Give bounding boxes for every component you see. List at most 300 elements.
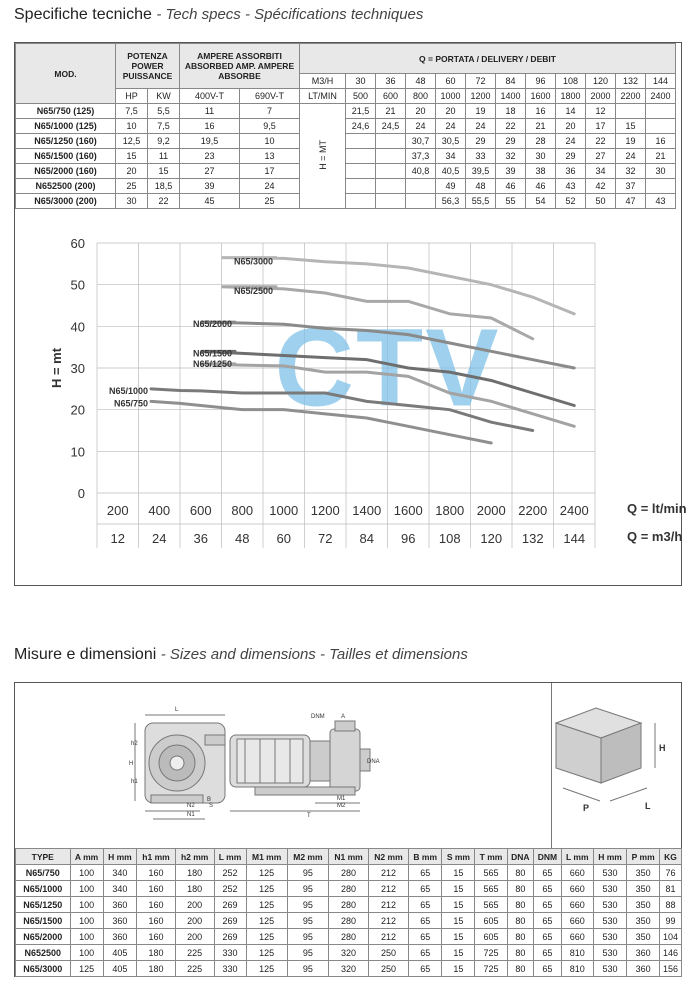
value-cell: 12,5	[116, 134, 148, 149]
value-cell: 99	[660, 913, 682, 929]
drawing-label: M2	[337, 803, 346, 809]
table-row	[16, 149, 676, 164]
x-tick-label: 1400	[352, 503, 382, 518]
series-label: N65/3000	[233, 256, 273, 267]
value-cell: 80	[507, 929, 533, 945]
head-cell: 40,8	[406, 164, 436, 179]
value-cell: 269	[214, 929, 246, 945]
value-cell: 65	[534, 897, 562, 913]
value-cell: 725	[475, 945, 507, 961]
x-tick-label-m3h: 84	[359, 531, 374, 546]
value-cell: 15	[442, 897, 475, 913]
flow-m3h: 72	[466, 74, 496, 89]
divider	[551, 683, 552, 848]
value-cell: 530	[593, 881, 627, 897]
dims-header-cell: h1 mm	[137, 849, 176, 865]
value-cell: 125	[70, 961, 103, 977]
value-cell: 30	[116, 194, 148, 209]
head-cell: 24	[436, 119, 466, 134]
value-cell: 530	[593, 961, 627, 977]
value-cell: 160	[137, 897, 176, 913]
head-cell: 32	[496, 149, 526, 164]
value-cell: 9,2	[148, 134, 180, 149]
hmt-cell	[300, 104, 346, 209]
value-cell: 125	[246, 897, 287, 913]
value-cell: 660	[561, 865, 593, 881]
flow-m3h: 60	[436, 74, 466, 89]
series-label: N65/750	[113, 398, 148, 409]
value-cell: 250	[369, 961, 409, 977]
value-cell: 65	[534, 929, 562, 945]
value-cell: 100	[70, 881, 103, 897]
head-cell: 20	[436, 104, 466, 119]
series-label: N65/2000	[192, 319, 232, 330]
value-cell: 530	[593, 913, 627, 929]
value-cell: 65	[408, 961, 442, 977]
hdr-m3h: M3/H	[300, 74, 346, 89]
value-cell: 20	[116, 164, 148, 179]
head-cell: 17	[586, 119, 616, 134]
box-label: P	[583, 803, 590, 813]
x-tick-label-m3h: 48	[235, 531, 250, 546]
value-cell: 250	[369, 945, 409, 961]
head-cell	[646, 104, 676, 119]
head-cell: 50	[586, 194, 616, 209]
value-cell: 269	[214, 913, 246, 929]
value-cell: 125	[246, 945, 287, 961]
head-cell: 22	[496, 119, 526, 134]
value-cell: 280	[329, 881, 369, 897]
value-cell: 280	[329, 897, 369, 913]
value-cell: 23	[180, 149, 240, 164]
model-cell: N65/1500 (160)	[16, 149, 116, 164]
value-cell: 530	[593, 929, 627, 945]
x-tick-label: 200	[106, 503, 129, 518]
value-cell: 125	[246, 913, 287, 929]
type-cell: N65/2000	[16, 929, 71, 945]
flow-m3h: 144	[646, 74, 676, 89]
head-cell: 12	[586, 104, 616, 119]
model-cell: N652500 (200)	[16, 179, 116, 194]
value-cell: 95	[287, 961, 328, 977]
type-cell: N65/3000	[16, 961, 71, 977]
value-cell: 350	[627, 929, 660, 945]
value-cell: 25	[116, 179, 148, 194]
value-cell: 80	[507, 865, 533, 881]
table-row	[16, 897, 682, 913]
y-tick-label: 10	[70, 444, 85, 460]
head-cell	[376, 149, 406, 164]
head-cell: 38	[526, 164, 556, 179]
value-cell: 212	[369, 881, 409, 897]
x-tick-label-m3h: 60	[276, 531, 291, 546]
dims-header-row	[16, 849, 682, 865]
unit-cell: KW	[148, 89, 180, 104]
value-cell: 100	[70, 945, 103, 961]
value-cell: 65	[408, 881, 442, 897]
value-cell: 330	[214, 945, 246, 961]
head-cell: 28	[526, 134, 556, 149]
head-cell	[646, 179, 676, 194]
flow-lt: 1000	[436, 89, 466, 104]
table-row	[16, 945, 682, 961]
head-cell	[376, 179, 406, 194]
specs-panel	[14, 42, 687, 586]
value-cell: 212	[369, 929, 409, 945]
unit-cell: 690V-T	[240, 89, 300, 104]
value-cell: 360	[103, 913, 137, 929]
head-cell: 16	[526, 104, 556, 119]
value-cell: 15	[442, 913, 475, 929]
value-cell: 146	[660, 945, 682, 961]
unit-cell: 400V-T	[180, 89, 240, 104]
head-cell: 46	[526, 179, 556, 194]
head-cell	[376, 134, 406, 149]
value-cell: 125	[246, 929, 287, 945]
head-cell	[346, 134, 376, 149]
value-cell: 810	[561, 945, 593, 961]
type-cell: N65/1250	[16, 897, 71, 913]
x-unit-m3h: Q = m3/h	[627, 529, 683, 544]
value-cell: 280	[329, 913, 369, 929]
head-cell: 39	[496, 164, 526, 179]
head-cell: 37	[616, 179, 646, 194]
value-cell: 565	[475, 881, 507, 897]
head-cell: 19	[616, 134, 646, 149]
y-tick-label: 60	[70, 236, 85, 251]
head-cell: 55	[496, 194, 526, 209]
value-cell: 15	[148, 164, 180, 179]
dims-header-cell: h2 mm	[175, 849, 214, 865]
value-cell: 100	[70, 865, 103, 881]
value-cell: 17	[240, 164, 300, 179]
x-tick-label-m3h: 36	[193, 531, 208, 546]
watermark-logo: CTV	[274, 306, 501, 430]
dims-header-cell: N2 mm	[369, 849, 409, 865]
value-cell: 530	[593, 897, 627, 913]
head-cell: 48	[466, 179, 496, 194]
x-tick-label-m3h: 72	[318, 531, 333, 546]
value-cell: 100	[70, 929, 103, 945]
flow-lt: 1600	[526, 89, 556, 104]
x-tick-label: 2000	[476, 503, 506, 518]
value-cell: 269	[214, 897, 246, 913]
value-cell: 65	[534, 881, 562, 897]
value-cell: 88	[660, 897, 682, 913]
value-cell: 252	[214, 881, 246, 897]
value-cell: 76	[660, 865, 682, 881]
head-cell	[646, 119, 676, 134]
flow-m3h: 108	[556, 74, 586, 89]
value-cell: 350	[627, 865, 660, 881]
value-cell: 13	[240, 149, 300, 164]
value-cell: 605	[475, 913, 507, 929]
head-cell	[346, 179, 376, 194]
y-tick-label: 50	[70, 277, 85, 293]
value-cell: 5,5	[148, 104, 180, 119]
value-cell: 95	[287, 881, 328, 897]
drawing-label: A	[341, 714, 346, 720]
drawing-label: DNM	[311, 714, 325, 720]
table-row	[16, 929, 682, 945]
value-cell: 81	[660, 881, 682, 897]
dims-table	[15, 848, 682, 977]
value-cell: 320	[329, 945, 369, 961]
value-cell: 330	[214, 961, 246, 977]
x-tick-label-m3h: 132	[521, 531, 544, 546]
value-cell: 15	[442, 945, 475, 961]
value-cell: 125	[246, 865, 287, 881]
drawing-label: H	[129, 761, 134, 767]
model-cell: N65/750 (125)	[16, 104, 116, 119]
head-cell: 24	[556, 134, 586, 149]
head-cell: 32	[616, 164, 646, 179]
dims-header-cell: B mm	[408, 849, 442, 865]
drawing-label: h1	[131, 779, 138, 785]
x-tick-label: 1800	[435, 503, 465, 518]
value-cell: 160	[137, 913, 176, 929]
drawing-label: N2	[187, 803, 195, 809]
value-cell: 15	[442, 881, 475, 897]
value-cell: 160	[137, 881, 176, 897]
dims-header-cell: H mm	[593, 849, 627, 865]
dims-header-cell: L mm	[214, 849, 246, 865]
head-cell: 24,6	[346, 119, 376, 134]
head-cell: 19	[466, 104, 496, 119]
box-label: H	[659, 743, 666, 753]
head-cell: 21	[526, 119, 556, 134]
value-cell: 95	[287, 929, 328, 945]
head-cell: 43	[556, 179, 586, 194]
head-cell: 47	[616, 194, 646, 209]
value-cell: 405	[103, 945, 137, 961]
head-cell: 14	[556, 104, 586, 119]
value-cell: 25	[240, 194, 300, 209]
drawing-label: L	[175, 707, 179, 713]
head-cell: 39,5	[466, 164, 496, 179]
head-cell: 46	[496, 179, 526, 194]
dims-header-cell: DNM	[534, 849, 562, 865]
value-cell: 280	[329, 865, 369, 881]
table-row	[16, 104, 676, 119]
series-label: N65/1250	[192, 358, 232, 369]
head-cell: 30,5	[436, 134, 466, 149]
x-tick-label: 1000	[269, 503, 299, 518]
x-tick-label-m3h: 108	[438, 531, 461, 546]
value-cell: 15	[442, 961, 475, 977]
head-cell: 49	[436, 179, 466, 194]
specs-subtitle: - Tech specs - Spécifications techniques	[156, 6, 424, 23]
value-cell: 7,5	[148, 119, 180, 134]
dims-panel	[14, 682, 682, 977]
value-cell: 280	[329, 929, 369, 945]
flow-lt: 1800	[556, 89, 586, 104]
hdr-power: POTENZA POWER PUISSANCE	[116, 44, 180, 89]
value-cell: 95	[287, 945, 328, 961]
value-cell: 160	[137, 865, 176, 881]
value-cell: 19,5	[180, 134, 240, 149]
head-cell: 56,3	[436, 194, 466, 209]
value-cell: 530	[593, 865, 627, 881]
head-cell: 40,5	[436, 164, 466, 179]
value-cell: 80	[507, 961, 533, 977]
head-cell: 21	[376, 104, 406, 119]
drawing-label: S	[209, 803, 214, 809]
head-cell: 36	[556, 164, 586, 179]
dims-header-cell: TYPE	[16, 849, 71, 865]
value-cell: 160	[137, 929, 176, 945]
flow-m3h: 84	[496, 74, 526, 89]
value-cell: 340	[103, 865, 137, 881]
head-cell: 24	[466, 119, 496, 134]
value-cell: 65	[534, 961, 562, 977]
head-cell: 22	[586, 134, 616, 149]
drawing-label: B	[207, 797, 212, 803]
value-cell: 180	[175, 865, 214, 881]
type-cell: N652500	[16, 945, 71, 961]
head-cell: 30	[646, 164, 676, 179]
value-cell: 565	[475, 897, 507, 913]
value-cell: 80	[507, 945, 533, 961]
value-cell: 65	[408, 865, 442, 881]
type-cell: N65/750	[16, 865, 71, 881]
head-cell: 34	[586, 164, 616, 179]
specs-table	[15, 43, 676, 209]
value-cell: 660	[561, 929, 593, 945]
value-cell: 725	[475, 961, 507, 977]
value-cell: 65	[408, 945, 442, 961]
series-label: N65/1500	[192, 348, 232, 359]
value-cell: 39	[180, 179, 240, 194]
flow-lt: 1200	[466, 89, 496, 104]
value-cell: 180	[137, 961, 176, 977]
value-cell: 180	[175, 881, 214, 897]
flow-m3h: 120	[586, 74, 616, 89]
x-tick-label: 1200	[310, 503, 340, 518]
value-cell: 212	[369, 913, 409, 929]
section-heading-specs	[14, 6, 423, 24]
value-cell: 95	[287, 865, 328, 881]
value-cell: 360	[627, 945, 660, 961]
value-cell: 252	[214, 865, 246, 881]
value-cell: 405	[103, 961, 137, 977]
value-cell: 7	[240, 104, 300, 119]
flow-lt: 500	[346, 89, 376, 104]
y-tick-label: 20	[70, 402, 85, 418]
head-cell: 27	[586, 149, 616, 164]
table-row	[16, 179, 676, 194]
hmt-label: H = MT	[317, 140, 328, 170]
unit-cell: HP	[116, 89, 148, 104]
value-cell: 65	[408, 897, 442, 913]
head-cell: 24	[406, 119, 436, 134]
value-cell: 95	[287, 897, 328, 913]
head-cell: 16	[646, 134, 676, 149]
value-cell: 156	[660, 961, 682, 977]
head-cell: 43	[646, 194, 676, 209]
value-cell: 660	[561, 913, 593, 929]
value-cell: 320	[329, 961, 369, 977]
head-cell: 15	[616, 119, 646, 134]
value-cell: 22	[148, 194, 180, 209]
value-cell: 11	[180, 104, 240, 119]
head-cell	[376, 164, 406, 179]
value-cell: 65	[534, 913, 562, 929]
value-cell: 212	[369, 865, 409, 881]
flow-lt: 2000	[586, 89, 616, 104]
dims-header-cell: P mm	[627, 849, 660, 865]
x-tick-label: 2400	[559, 503, 589, 518]
box-label: L	[645, 801, 651, 811]
table-row	[16, 961, 682, 977]
head-cell: 30	[526, 149, 556, 164]
flow-m3h: 30	[346, 74, 376, 89]
head-cell: 30,7	[406, 134, 436, 149]
model-cell: N65/3000 (200)	[16, 194, 116, 209]
dims-header-cell: L mm	[561, 849, 593, 865]
specs-title: Specifiche tecniche	[14, 6, 152, 23]
value-cell: 360	[103, 929, 137, 945]
dims-header-cell: DNA	[507, 849, 533, 865]
head-cell: 37,3	[406, 149, 436, 164]
head-cell: 52	[556, 194, 586, 209]
x-tick-label: 800	[231, 503, 254, 518]
head-cell: 21	[646, 149, 676, 164]
head-cell	[346, 149, 376, 164]
value-cell: 24	[240, 179, 300, 194]
x-tick-label: 600	[189, 503, 212, 518]
head-cell	[406, 194, 436, 209]
x-tick-label-m3h: 144	[563, 531, 586, 546]
value-cell: 350	[627, 881, 660, 897]
flow-lt: 2200	[616, 89, 646, 104]
flow-m3h: 96	[526, 74, 556, 89]
head-cell: 42	[586, 179, 616, 194]
value-cell: 7,5	[116, 104, 148, 119]
hdr-mod: MOD.	[16, 44, 116, 104]
flow-lt: 2400	[646, 89, 676, 104]
table-row	[16, 881, 682, 897]
model-cell: N65/2000 (160)	[16, 164, 116, 179]
head-cell: 33	[466, 149, 496, 164]
value-cell: 660	[561, 881, 593, 897]
x-tick-label-m3h: 120	[480, 531, 503, 546]
value-cell: 200	[175, 913, 214, 929]
value-cell: 10	[116, 119, 148, 134]
value-cell: 212	[369, 897, 409, 913]
value-cell: 125	[246, 881, 287, 897]
y-tick-label: 30	[70, 361, 85, 376]
value-cell: 11	[148, 149, 180, 164]
head-cell: 20	[556, 119, 586, 134]
head-cell: 21,5	[346, 104, 376, 119]
value-cell: 45	[180, 194, 240, 209]
value-cell: 100	[70, 913, 103, 929]
value-cell: 100	[70, 897, 103, 913]
value-cell: 225	[175, 961, 214, 977]
value-cell: 15	[442, 865, 475, 881]
flow-lt: 600	[376, 89, 406, 104]
flow-lt: 1400	[496, 89, 526, 104]
value-cell: 18,5	[148, 179, 180, 194]
table-row	[16, 134, 676, 149]
value-cell: 660	[561, 897, 593, 913]
hdr-q: Q = PORTATA / DELIVERY / DEBIT	[300, 44, 676, 74]
value-cell: 340	[103, 881, 137, 897]
value-cell: 10	[240, 134, 300, 149]
value-cell: 360	[103, 897, 137, 913]
value-cell: 15	[116, 149, 148, 164]
